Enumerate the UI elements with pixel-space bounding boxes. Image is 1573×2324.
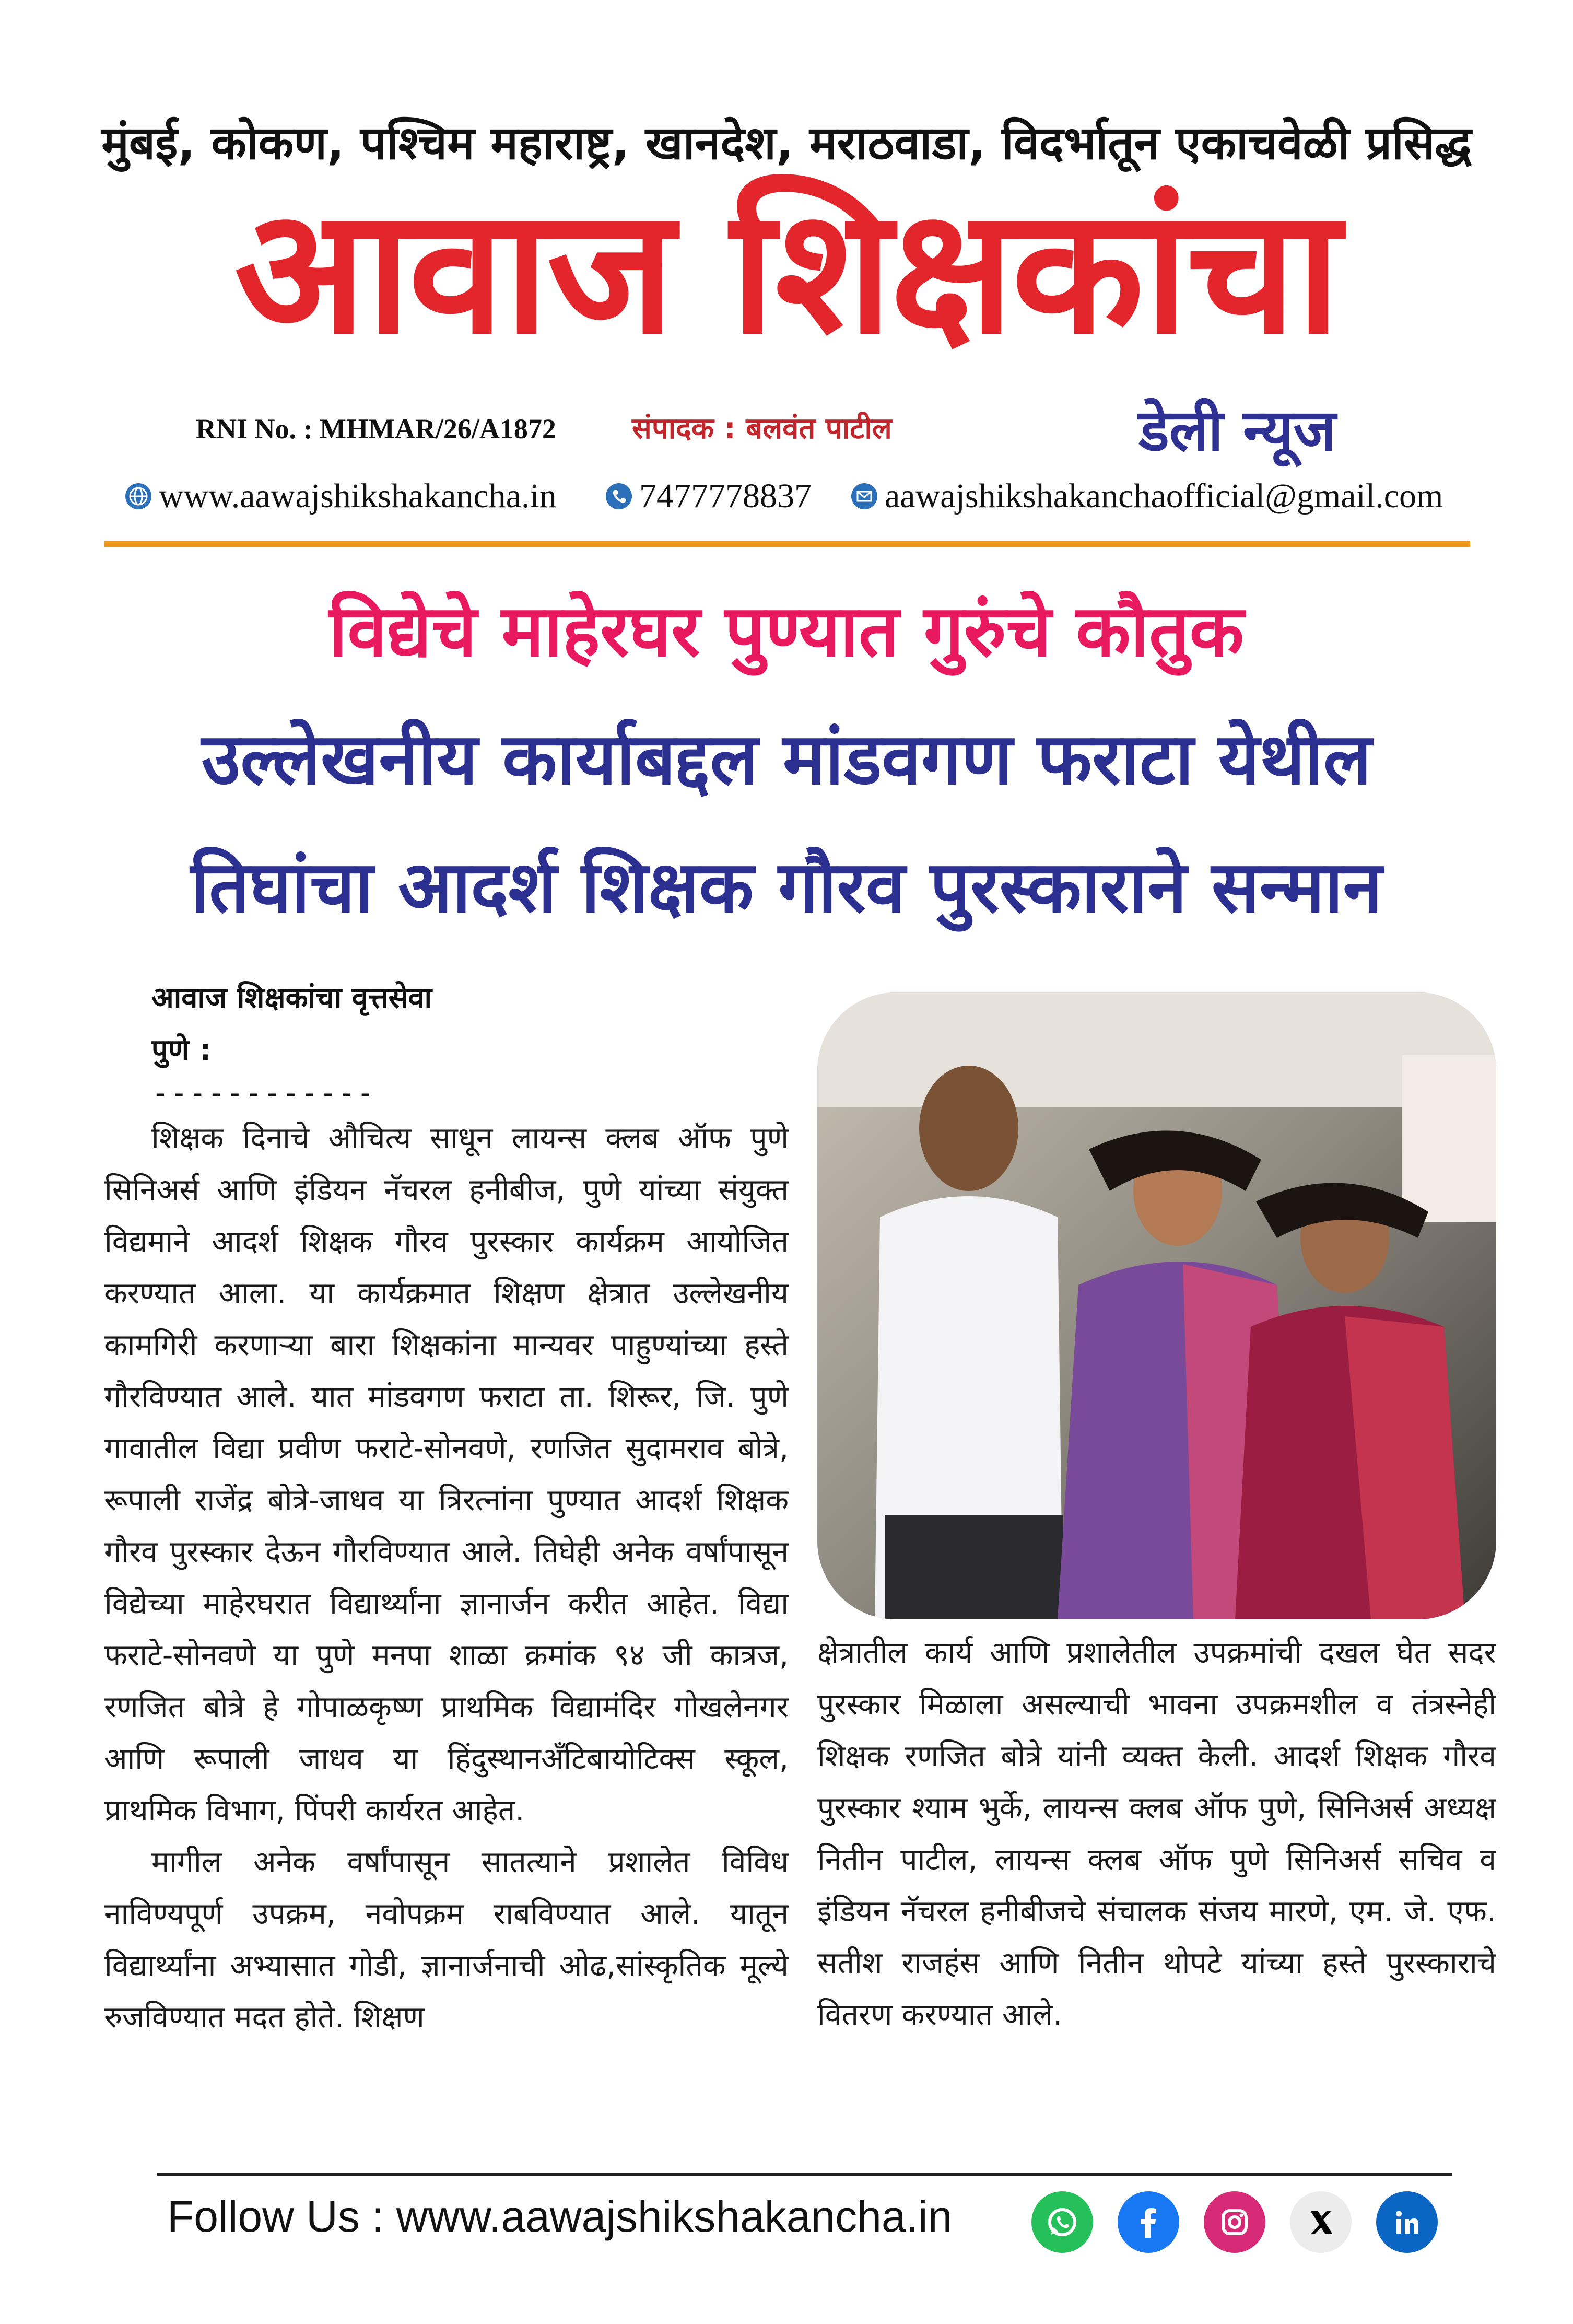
phone-text[interactable]: 7477778837 [639, 477, 812, 515]
editor-credit: संपादक : बलवंत पाटील [632, 412, 892, 446]
globe-icon [125, 483, 151, 509]
website-contact[interactable] [125, 476, 557, 516]
byline-separator: ------------ [151, 1076, 375, 1110]
tagline: मुंबई, कोकण, पश्चिम महाराष्ट्र, खानदेश, मराठवाडा, विदर्भातून एकाचवेळी प्रसिद्ध [101, 116, 1472, 170]
dateline-place: पुणे : [151, 1033, 212, 1067]
whatsapp-icon[interactable] [1031, 2191, 1093, 2253]
article-subheadline-1: उल्लेखनीय कार्याबद्दल मांडवगण फराटा येथील [201, 718, 1372, 801]
instagram-icon[interactable] [1204, 2191, 1265, 2253]
follow-us-link[interactable]: Follow Us : www.aawajshikshakancha.in [167, 2192, 953, 2241]
footer-divider [157, 2173, 1452, 2176]
article-subheadline-2: तिघांचा आदर्श शिक्षक गौरव पुरस्काराने सन्मान [190, 846, 1383, 929]
website-text[interactable]: www.aawajshikshakancha.in [159, 477, 557, 515]
article-paragraph: क्षेत्रातील कार्य आणि प्रशालेतील उपक्रमांची दखल घेत सदर पुरस्कार मिळाला असल्याची भावना उपक्रमशील व तंत्रस्नेही शिक्षक रणजित बोत्रे यांनी व्यक्त केली. आदर्श शिक्षक गौरव पुरस्कार श्याम भुर्के, लायन्स क्लब ऑफ पुणे, सिनिअर्स अध्यक्ष नितीन पाटील, लायन्स क्लब ऑफ पुणे सिनिअर्स सचिव व इंडियन नॅचरल हनीबीजचे संचालक संजय मारणे, एम. जे. एफ. सतीश राजहंस आणि नितीन थोपटे यांच्या हस्ते पुरस्काराचे वितरण करण्यात आले. [817, 1636, 1496, 2032]
rni-number: RNI No. : MHMAR/26/A1872 [196, 413, 556, 445]
email-text[interactable]: aawajshikshakanchaofficial@gmail.com [885, 477, 1443, 515]
email-icon [851, 483, 877, 509]
article-column-right [817, 1627, 1496, 2097]
article-column-left [104, 1113, 789, 2121]
phone-icon [606, 483, 632, 509]
byline: आवाज शिक्षकांचा वृत्तसेवा [151, 981, 432, 1015]
masthead-title: आवाज शिक्षकांचा [234, 171, 1339, 372]
article-headline: विद्येचे माहेरघर पुण्यात गुरुंचे कौतुक [328, 590, 1245, 673]
linkedin-icon[interactable] [1376, 2191, 1438, 2253]
article-photo [817, 992, 1496, 1619]
article-paragraph: शिक्षक दिनाचे औचित्य साधून लायन्स क्लब ऑफ पुणे सिनिअर्स आणि इंडियन नॅचरल हनीबीज, पुणे यांच्या संयुक्त विद्यमाने आदर्श शिक्षक गौरव पुरस्कार कार्यक्रम आयोजित करण्यात आला. या कार्यक्रमात शिक्षण क्षेत्रात उल्लेखनीय कामगिरी करणाऱ्या बारा शिक्षकांना मान्यवर पाहुण्यांच्या हस्ते गौरविण्यात आले. यात मांडवगण फराटा ता. शिरूर, जि. पुणे गावातील विद्या प्रवीण फराटे-सोनवणे, रणजित सुदामराव बोत्रे, रूपाली राजेंद्र बोत्रे-जाधव या त्रिरत्नांना पुण्यात आदर्श शिक्षक गौरव पुरस्कार देऊन गौरविण्यात आले. तिघेही अनेक वर्षांपासून विद्येच्या माहेरघरात विद्यार्थ्यांना ज्ञानार्जन करीत आहेत. विद्या फराटे-सोनवणे या पुणे मनपा शाळा क्रमांक ९४ जी कात्रज, रणजित बोत्रे हे गोपाळकृष्ण प्राथमिक विद्यामंदिर गोखलेनगर आणि रूपाली जाधव या हिंदुस्थानअँटिबायोटिक्स स्कूल, प्राथमिक विभाग, पिंपरी कार्यरत आहेत. [104, 1121, 789, 1828]
header-divider [104, 541, 1470, 547]
x-icon[interactable] [1290, 2191, 1352, 2253]
email-contact[interactable] [851, 476, 1443, 516]
phone-contact[interactable] [606, 476, 812, 516]
article-paragraph: मागील अनेक वर्षांपासून सातत्याने प्रशालेत विविध नाविण्यपूर्ण उपक्रम, नवोपक्रम राबविण्यात आले. यातून विद्यार्थ्यांना अभ्यासात गोडी, ज्ञानार्जनाची ओढ,सांस्कृतिक मूल्ये रुजविण्यात मदत होते. शिक्षण [104, 1845, 789, 2035]
daily-news-label: डेली न्यूज [1138, 397, 1336, 464]
facebook-icon[interactable] [1118, 2191, 1179, 2253]
